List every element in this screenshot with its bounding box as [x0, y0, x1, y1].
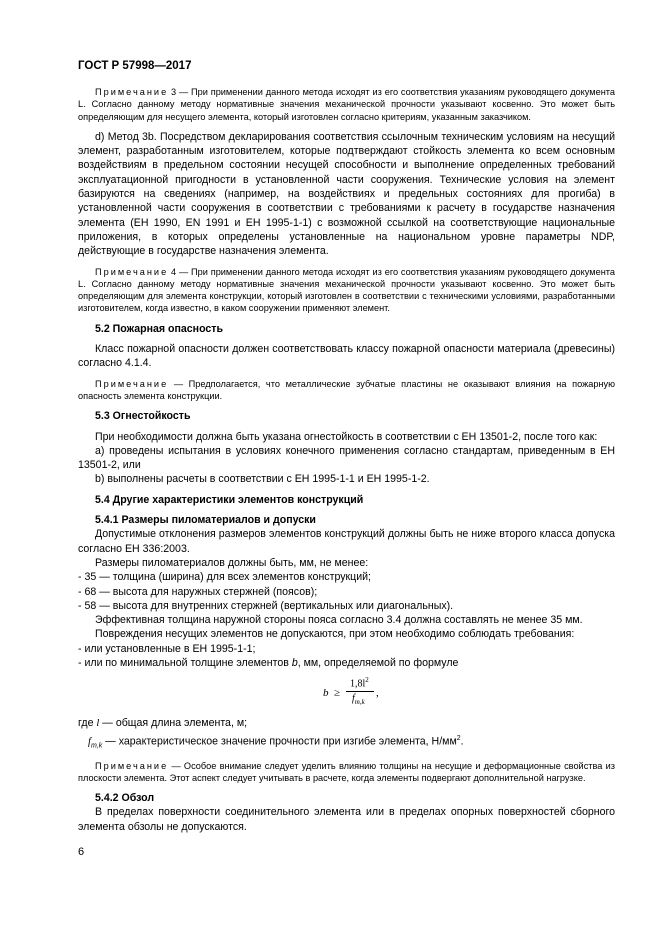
formula-operator: ≥ — [334, 687, 341, 700]
paragraph: Повреждения несущих элементов не допускаются, при этом необходимо соблюдать требования: — [95, 628, 575, 641]
note-label: Примечание — [95, 266, 169, 277]
note-label: Примечание — [95, 760, 169, 771]
note-4 — [78, 266, 615, 315]
formula-lhs: b — [323, 687, 329, 700]
paragraph: Размеры пиломатериалов должны быть, мм, не менее: — [95, 556, 369, 569]
list-item — [78, 656, 615, 670]
list-item: - 35 — толщина (ширина) для всех элементов конструкций; — [78, 571, 372, 584]
note-5-2 — [78, 378, 615, 403]
where-text: — общая длина элемента, м; — [99, 717, 248, 730]
where-text: — характеристическое значение прочности при изгибе элемента, Н/мм — [102, 735, 457, 748]
section-5-3-text: При необходимости должна быть указана огнестойкость в соответствии с ЕН 13501-2, после того как: — [95, 430, 598, 443]
paragraph: Эффективная толщина наружной стороны пояса согласно 3.4 должна составлять не менее 35 мм. — [95, 614, 583, 627]
list-item-text: - или по минимальной толщине элементов — [78, 656, 292, 669]
list-item: - или установленные в ЕН 1995-1-1; — [78, 642, 256, 655]
variable-f: f — [88, 736, 91, 748]
variable-l: l — [96, 718, 100, 730]
where-clause-l — [78, 716, 615, 731]
list-item-b: b) выполнены расчеты в соответствии с ЕН 1995-1-1 и ЕН 1995-1-2. — [95, 473, 430, 486]
list-item-text: , мм, определяемой по формуле — [297, 656, 459, 669]
note-label: Примечание — [95, 378, 169, 389]
denominator-subscript: m,k — [354, 698, 365, 707]
paragraph: В пределах поверхности соединительного элемента или в пределах опорных поверхностей сборного элемента обзолы не допускаются. — [78, 806, 615, 833]
variable-subscript: m,k — [90, 742, 103, 750]
numerator-text: 1,8l — [350, 678, 366, 690]
note-5-4-1 — [78, 760, 615, 785]
subsection-heading-5-4-1: 5.4.1 Размеры пиломатериалов и допуски — [95, 514, 316, 527]
note-label: Примечание — [95, 87, 169, 97]
note-text: 4 — При применении данного метода исходят из его соответствия указаниям руководящего документа L. Согласно данному методу нормативные значения механической прочности указывают косвенно. Это может быть определяющим для элемента конструкции, который изготовлен в соответствии с техническими условиями, разработанными изготовителем, когда известно, в каком сооружении применяют элемент. — [78, 266, 615, 314]
where-text: где — [78, 717, 97, 730]
section-heading-5-3: 5.3 Огнестойкость — [95, 410, 191, 423]
formula-denominator — [352, 693, 365, 706]
paragraph: Допустимые отклонения размеров элементов конструкций должны быть не ниже второго класса допуска согласно ЕН 336:2003. — [78, 528, 615, 555]
page-number: 6 — [78, 846, 85, 858]
note-text: 3 — При применении данного метода исходят из его соответствия указаниям руководящего документа L. Согласно данному методу нормативные значения механической прочности указывают косвенно. Это может быть определяющим для несущего элемента, который изготовлен согласно критериям, указанным заказчиком. — [78, 87, 615, 122]
section-heading-5-2: 5.2 Пожарная опасность — [95, 322, 224, 335]
list-item-a: а) проведены испытания в условиях конечного применения согласно стандартам, приведенным в ЕН 13501-2, или — [78, 444, 615, 472]
subsection-heading-5-4-2: 5.4.2 Обзол — [95, 792, 155, 805]
denominator-text: f — [352, 693, 355, 705]
variable-b: b — [291, 656, 298, 669]
note-text: — Предполагается, что металлические зубчатые пластины не оказывают влияния на пожарную опасность элемента конструкции. — [78, 378, 615, 401]
page-content — [78, 86, 615, 834]
where-clause-f — [78, 732, 615, 754]
section-5-2-text: Класс пожарной опасности должен соответствовать классу пожарной опасности материала (древесины) согласно 4.1.4. — [78, 343, 615, 370]
where-text: . — [460, 735, 464, 748]
unit-exponent: 2 — [456, 734, 461, 742]
formula-comma: , — [376, 687, 379, 700]
formula — [78, 674, 615, 712]
note-text: — Особое внимание следует уделить влиянию толщины на несущие и деформационные свойства из плоскости элемента. Этот аспект следует учитывать в расчете, когда элементы подвергают дополнительной нагрузке. — [78, 760, 615, 783]
note-3 — [78, 86, 615, 123]
fraction-bar — [346, 691, 374, 692]
document-header: ГОСТ Р 57998—2017 — [78, 60, 192, 72]
list-item: - 68 — высота для наружных стержней (поясов); — [78, 585, 318, 598]
formula-numerator — [350, 676, 369, 689]
numerator-exponent: 2 — [365, 676, 369, 685]
paragraph-d: d) Метод 3b. Посредством декларирования соответствия ссылочным техническим условиям на несущий элемент, разработанным изготовителем, которые подтверждают стойкость элемента ко всем основным воздействиям в предельном состоянии несущей способности и выполнение определенных требований эксплуатационной пригодности в установленной части сооружения. Технические условия на элемент базируются на сведениях (например, на воздействиях и предельных состояниях для прогиба) в установленной части сооружения в соответствии с требованиями к расчету в государстве назначения элемента (ЕН 1990, EN 1991 и ЕН 1995-1-1) с возможной ссылкой на соответствующие национальные приложения, в которых определены установленные на национальном уровне параметры NDP, действующие в государстве назначения элемента. — [78, 130, 615, 258]
section-heading-5-4: 5.4 Другие характеристики элементов конструкций — [95, 493, 364, 506]
list-item: - 58 — высота для внутренних стержней (вертикальных или диагональных). — [78, 599, 454, 612]
